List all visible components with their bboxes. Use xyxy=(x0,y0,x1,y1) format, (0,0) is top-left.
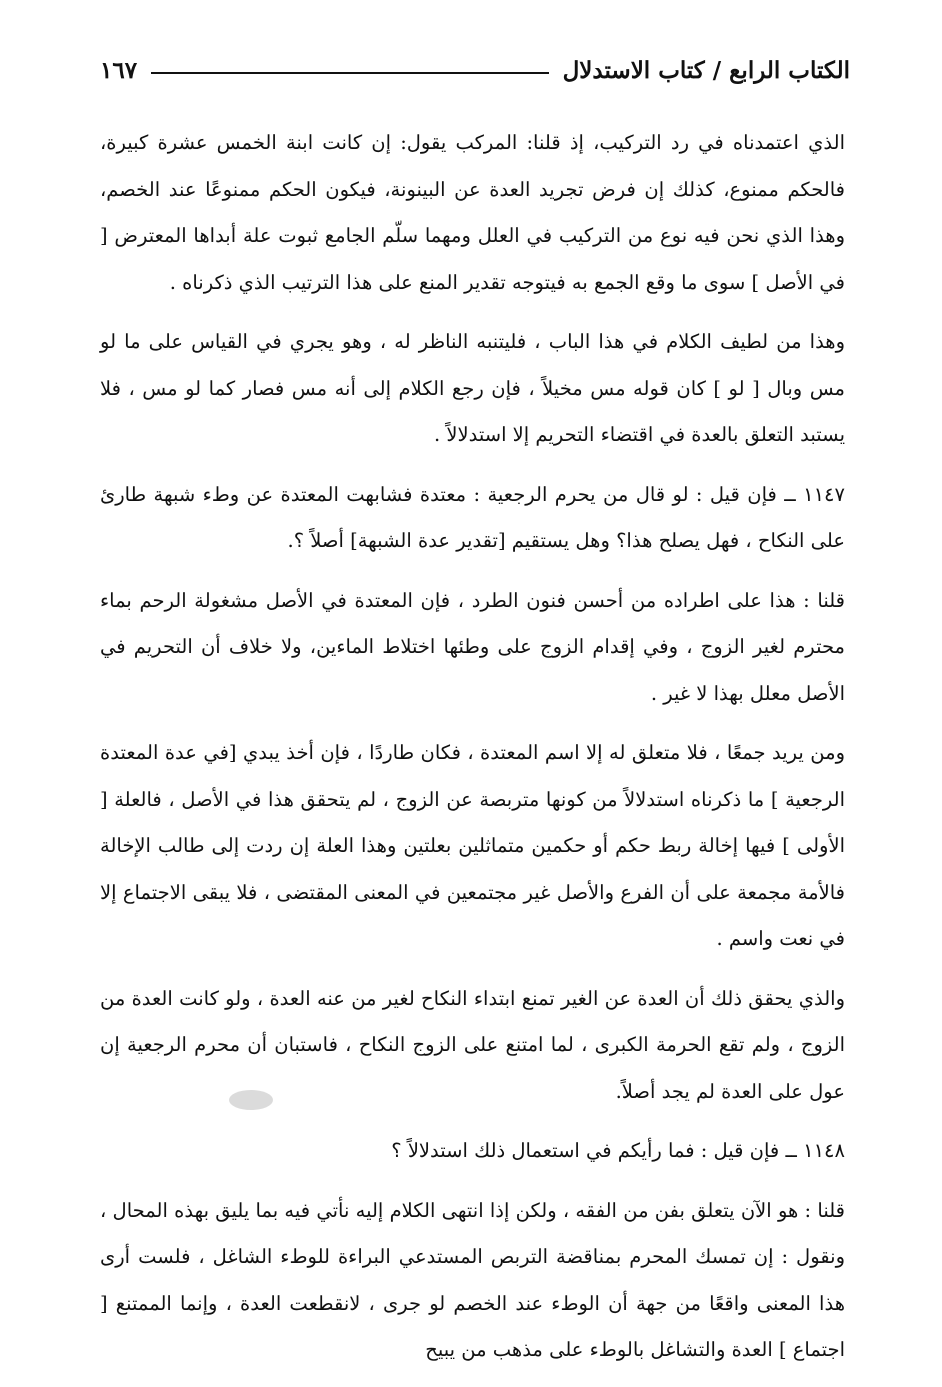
page-number: ١٦٧ xyxy=(100,56,138,84)
numbered-question: ١١٤٨ ــ فإن قيل : فما رأيكم في استعمال ذلك استدلالاً ؟ xyxy=(391,1139,845,1162)
paragraph: الذي اعتمدناه في رد التركيب، إذ قلنا: المركب يقول: إن كانت ابنة الخمس عشرة كبيرة، فالحكم ممنوع، كذلك إن فرض تجريد العدة عن البينونة، فيكون الحكم ممنوعًا عند الخصم، وهذا الذي نحن فيه نوع من التركيب في العلل ومهما سلّم الجامع ثبوت علة أبداها المعترض [ في الأصل ] سوى ما وقع الجمع به فيتوجه تقدير المنع على هذا الترتيب الذي ذكرناه . xyxy=(100,131,845,294)
running-title: الكتاب الرابع / كتاب الاستدلال xyxy=(562,56,850,84)
page-header xyxy=(100,48,850,92)
paragraph: قلنا : هذا على اطراده من أحسن فنون الطرد ، فإن المعتدة في الأصل مشغولة الرحم بماء محترم لغير الزوج ، وفي إقدام الزوج على وطئها اختلاط الماءين، ولا خلاف أن التحريم في الأصل معلل بهذا لا غير . xyxy=(100,588,845,705)
paragraph: ومن يريد جمعًا ، فلا متعلق له إلا اسم المعتدة ، فكان طاردًا ، فإن أخذ يبدي [في عدة المعتدة الرجعية ] ما ذكرناه استدلالاً من كونها متربصة عن الزوج ، لم يتحقق هذا في الأصل ، فالعلة [ الأولى ] فيها إخالة ربط حكم أو حكمين متماثلين بعلتين وهذا العلة إن ردت إلى طالب الإخالة فالأمة مجمعة على أن الفرع والأصل غير مجتمعين في المعنى المقتضى ، فلا يبقى الاجتماع إلا في نعت واسم . xyxy=(100,741,845,950)
header-rule xyxy=(151,72,549,74)
paragraph: والذي يحقق ذلك أن العدة عن الغير تمنع ابتداء النكاح لغير من عنه العدة ، ولو كانت العدة من الزوج ، ولم تقع الحرمة الكبرى ، لما امتنع على الزوج النكاح ، فاستبان أن محرم الرجعية إن عول على العدة لم يجد أصلاً. xyxy=(100,986,845,1103)
ink-smudge xyxy=(225,1085,277,1115)
numbered-question: ١١٤٧ ــ فإن قيل : لو قال من يحرم الرجعية : معتدة فشابهت المعتدة عن وطء شبهة طارئ على النكاح ، فهل يصلح هذا؟ وهل يستقيم [تقدير عدة الشبهة] أصلاً ؟. xyxy=(100,482,845,552)
paragraph: وهذا من لطيف الكلام في هذا الباب ، فليتنبه الناظر له ، وهو يجري في القياس على ما لو مس وبال [ لو ] كان قوله مس مخيلاً ، فإن رجع الكلام إلى أنه مس فصار كما لو مس ، فلا يستبد التعلق بالعدة في اقتضاء التحريم إلا استدلالاً . xyxy=(100,330,845,446)
body-text xyxy=(100,120,845,1387)
paragraph: قلنا : هو الآن يتعلق بفن من الفقه ، ولكن إذا انتهى الكلام إليه نأتي فيه بما يليق بهذه المحال ، ونقول : إن تمسك المحرم بمناقضة التربص المستدعي البراءة للوطء الشاغل ، فلست أرى هذا المعنى واقعًا من جهة أن الوطء عند الخصم لو جرى ، لانقطعت العدة ، وإنما الممتنع [ اجتماع ] العدة والتشاغل بالوطء على مذهب من يبيح xyxy=(100,1198,845,1361)
